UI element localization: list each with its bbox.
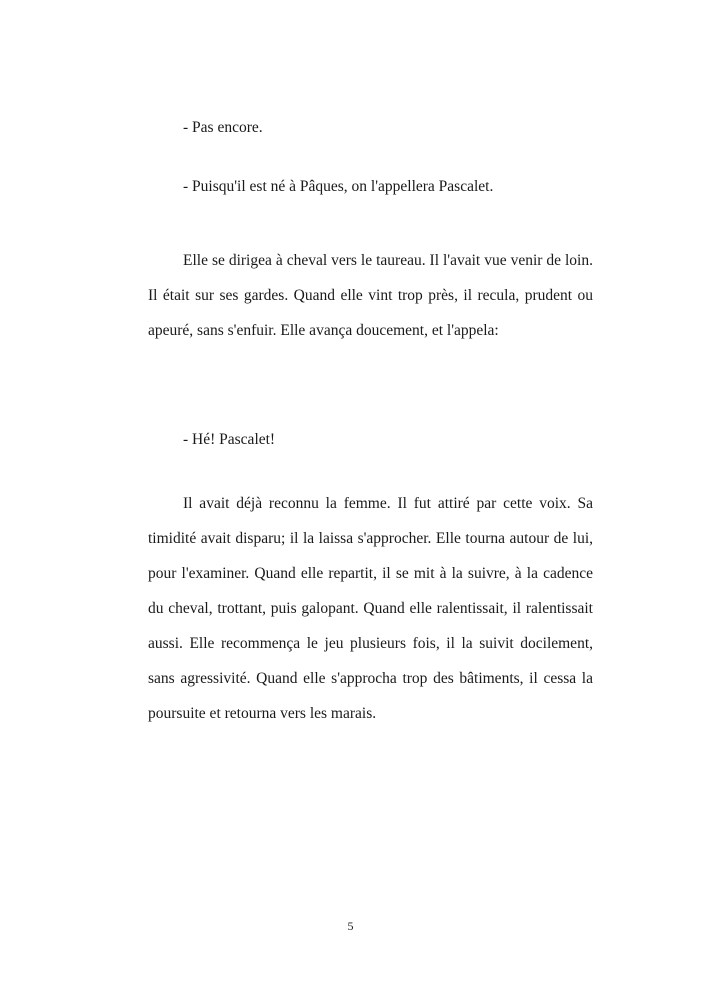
page-number: 5 [347,919,354,933]
paragraph: Il avait déjà reconnu la femme. Il fut attiré par cette voix. Sa timidité avait disparu; il la laissa s'approcher. Elle tourna autour de lui, pour l'examiner. Quand elle repartit, il se mit à la suivre, à la cadence du cheval, trottant, puis galopant. Quand elle ralentissait, il ralentissait aussi. Elle recommença le jeu plusieurs fois, il la suivit docilement, sans agressivité. Quand elle s'approcha trop des bâtiments, il cessa la poursuite et retourna vers les marais. [148,495,593,722]
dialogue-paragraph [148,110,593,145]
paragraph: - Pas encore. [183,119,263,136]
dialogue-paragraph [148,169,593,204]
dialogue-paragraph [148,422,593,457]
paragraph: - Puisqu'il est né à Pâques, on l'appellera Pascalet. [183,178,494,195]
narrative-paragraph [148,243,593,348]
narrative-paragraph [148,486,593,731]
paragraph: Elle se dirigea à cheval vers le taureau. Il l'avait vue venir de loin. Il était sur ses gardes. Quand elle vint trop près, il recula, prudent ou apeuré, sans s'enfuir. Elle avança doucement, et l'appela: [148,252,593,339]
paragraph: - Hé! Pascalet! [183,431,276,448]
